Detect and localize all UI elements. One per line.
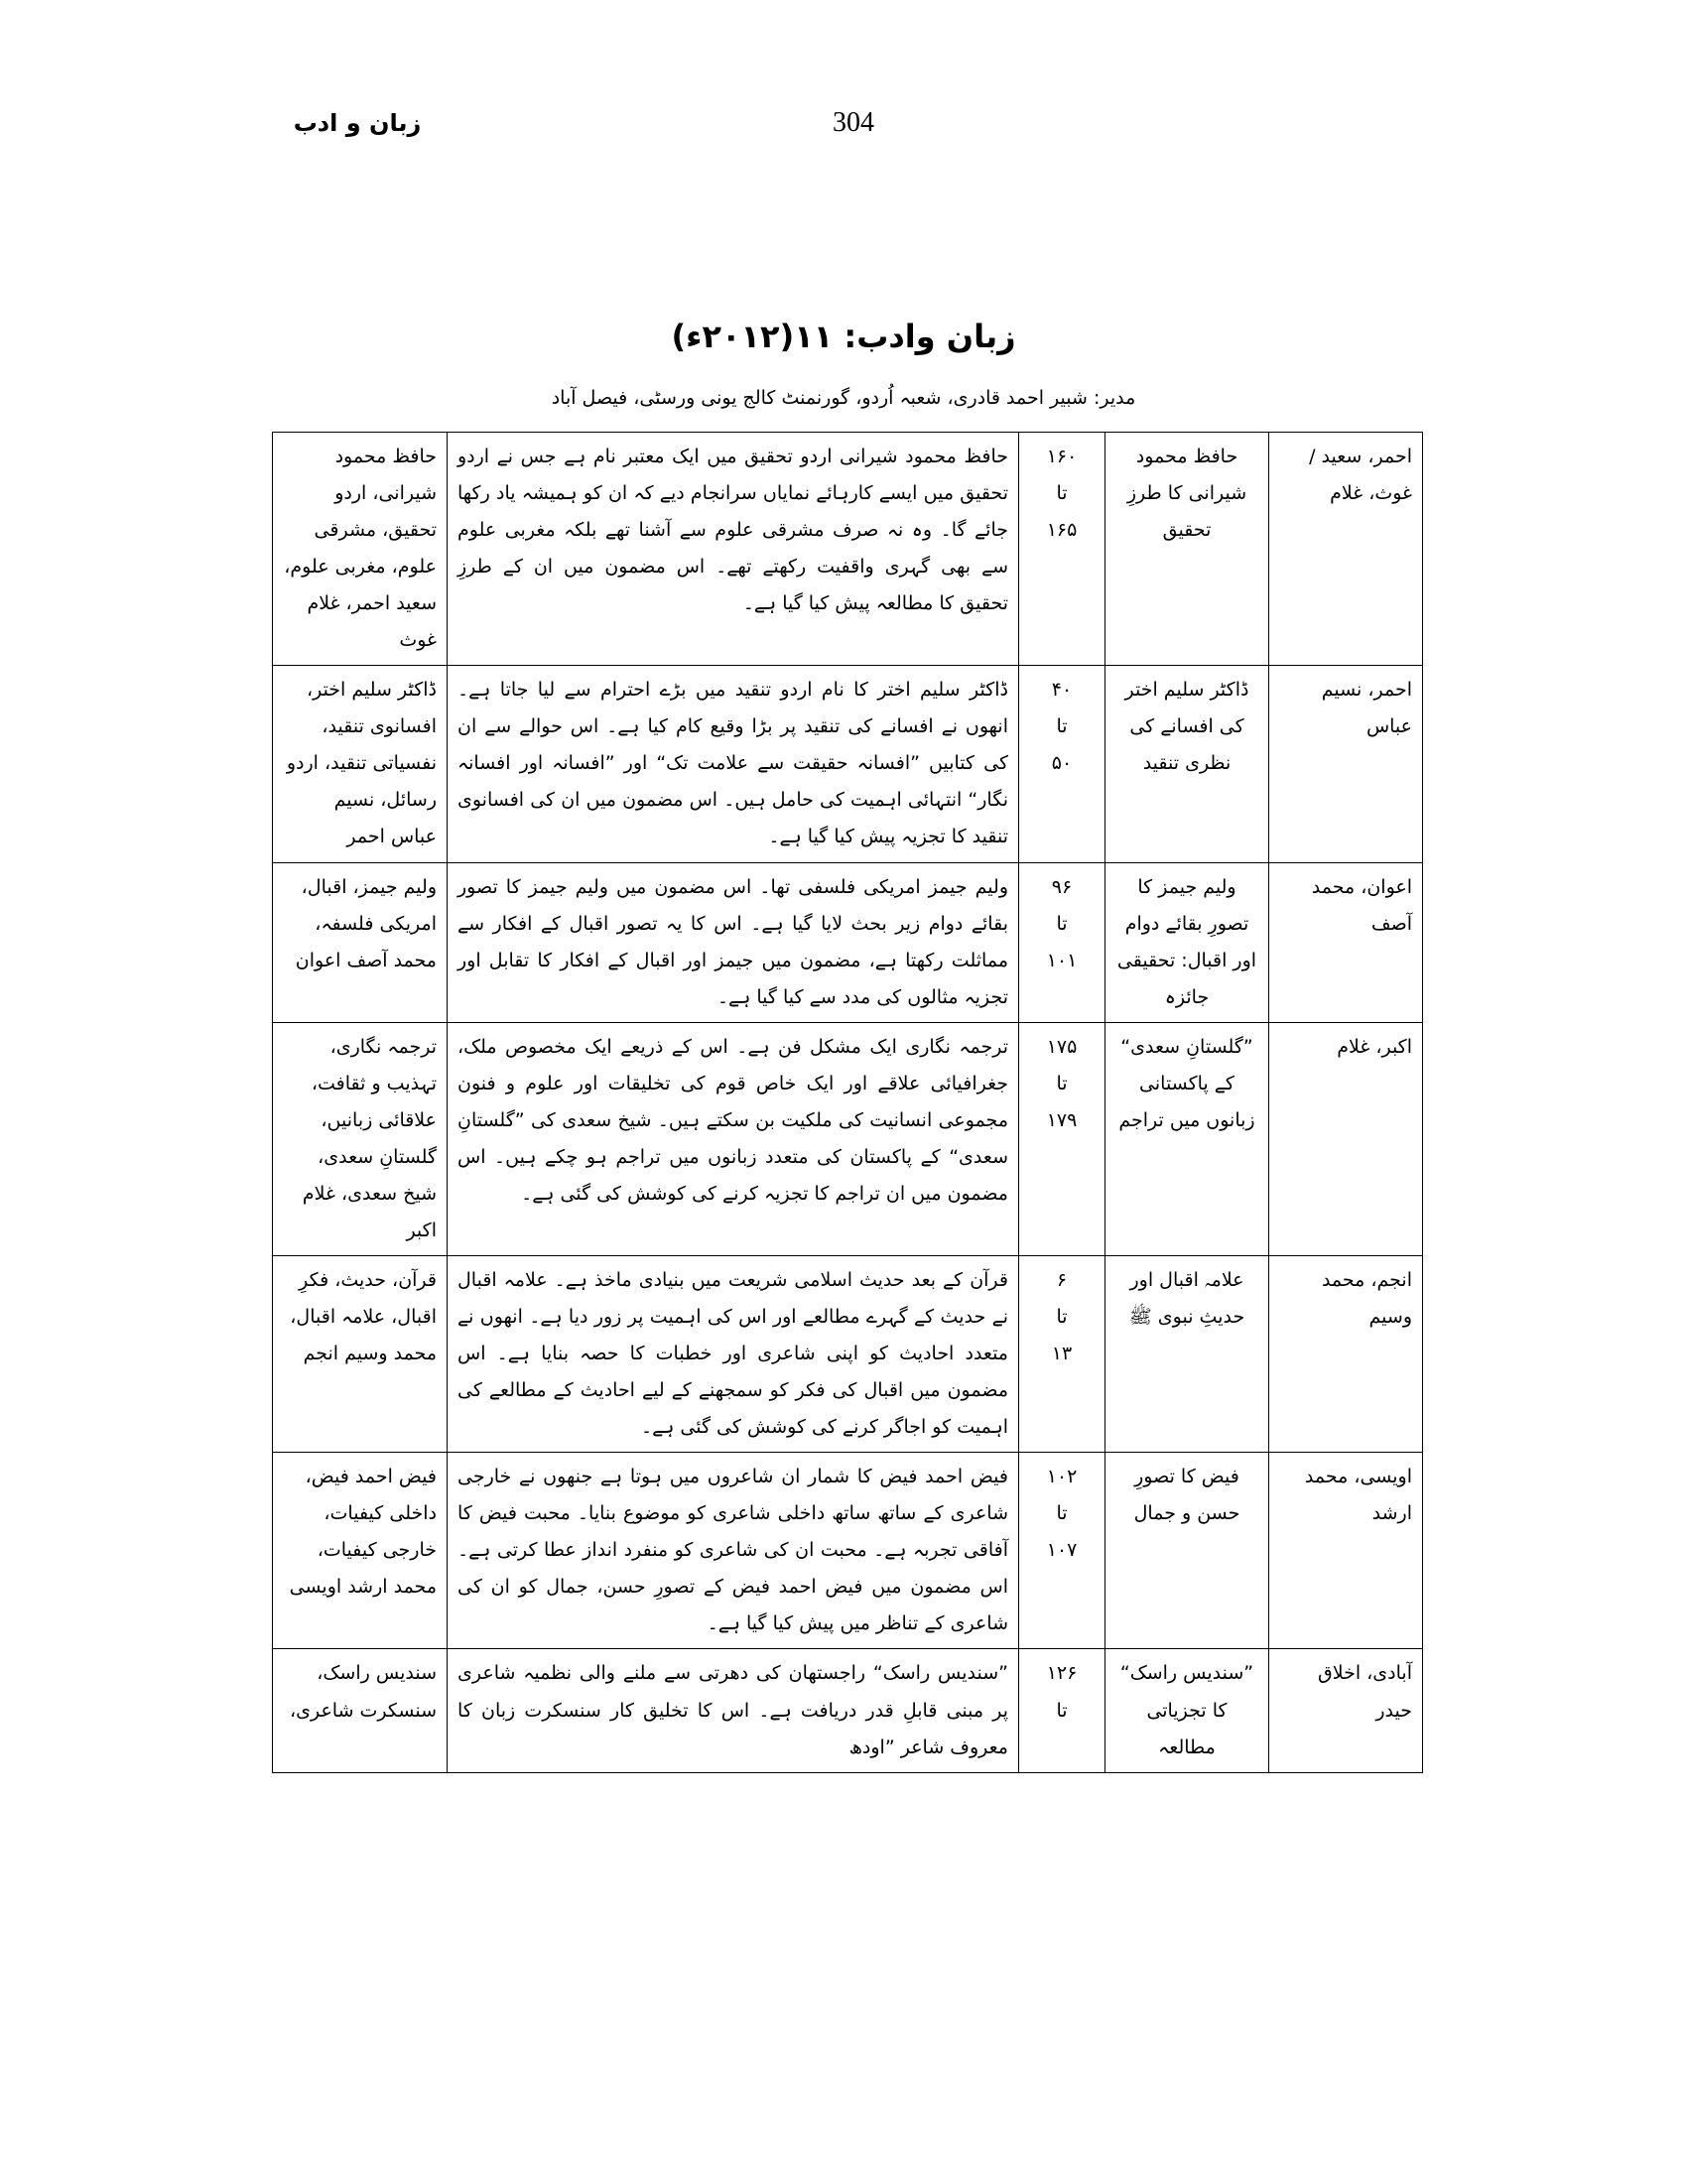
page-number: 304 [833,107,874,138]
pages-cell [1019,1022,1105,1255]
pages-cell [1019,1255,1105,1452]
pages-cell [1019,666,1105,862]
table-row [273,862,1423,1022]
page-range-part: ۵۰ [1051,752,1073,775]
table-row [273,1453,1423,1649]
article-title-cell: ”گلستانِ سعدی“ کے پاکستانی زبانوں میں تراجم [1105,1022,1269,1255]
keywords-cell: ڈاکٹر سلیم اختر، افسانوی تنقید، نفسیاتی تنقید، اردو رسائل، نسیم عباس احمر [273,666,448,862]
article-title-cell: علامہ اقبال اور حدیثِ نبوی ﷺ [1105,1255,1269,1452]
page-range-part: ۱۳ [1051,1343,1073,1365]
page-range-part: تا [1056,1699,1068,1722]
page-range-part: ۱۲۶ [1046,1662,1078,1685]
keywords-cell: ولیم جیمز، اقبال، امریکی فلسفہ، محمد آصف اعوان [273,862,448,1022]
article-title-cell: فیض کا تصورِ حسن و جمال [1105,1453,1269,1649]
table-row [273,1649,1423,1772]
article-title-cell: ولیم جیمز کا تصورِ بقائے دوام اور اقبال: تحقیقی جائزہ [1105,862,1269,1022]
running-title: زبان و ادب [293,109,422,137]
author-cell: احمر، سعید / غوث، غلام [1269,433,1423,666]
editor-line: مدیر: شبیر احمد قادری، شعبہ اُردو، گورنمنٹ کالج یونی ورسٹی، فیصل آباد [551,387,1136,409]
keywords-cell: سندیس راسک، سنسکرت شاعری، [273,1649,448,1772]
pages-cell [1019,1453,1105,1649]
abstract-cell: قرآن کے بعد حدیث اسلامی شریعت میں بنیادی ماخذ ہے۔ علامہ اقبال نے حدیث کے گہرے مطالعے اور اس کی اہمیت پر زور دیا ہے۔ انھوں نے متعدد احادیث کو اپنی شاعری اور خطبات کا حصہ بنایا ہے۔ اس مضمون میں اقبال کی فکر کو سمجھنے کے لیے احادیث کے مطالعے کی اہمیت کو اجاگر کرنے کی کوشش کی گئی ہے۔ [448,1255,1019,1452]
author-cell: انجم، محمد وسیم [1269,1255,1423,1452]
article-index-table [272,432,1423,1773]
author-cell: اعوان، محمد آصف [1269,862,1423,1022]
article-title-cell: حافظ محمود شیرانی کا طرزِ تحقیق [1105,433,1269,666]
page-range-part: ۱۰۷ [1046,1539,1078,1562]
page-range-part: ۱۶۵ [1046,519,1078,542]
table-row [273,1255,1423,1452]
page-range-part: تا [1056,1306,1068,1329]
pages-cell [1019,862,1105,1022]
page-range-part: ۱۶۰ [1046,446,1078,467]
page-range-part: ۱۰۲ [1046,1466,1078,1488]
abstract-cell: ڈاکٹر سلیم اختر کا نام اردو تنقید میں بڑے احترام سے لیا جاتا ہے۔ انھوں نے افسانے کی تنقید پر بڑا وقیع کام کیا ہے۔ اس حوالے سے ان کی کتابیں ”افسانہ حقیقت سے علامت تک“ اور ”افسانہ اور افسانہ نگار“ انتہائی اہمیت کی حامل ہیں۔ اس مضمون میں ان کی افسانوی تنقید کا تجزیہ پیش کیا گیا ہے۔ [448,666,1019,862]
keywords-cell: ترجمہ نگاری، تہذیب و ثقافت، علاقائی زبانیں، گلستانِ سعدی، شیخ سعدی، غلام اکبر [273,1022,448,1255]
page-range-part: تا [1056,482,1068,505]
keywords-cell: قرآن، حدیث، فکرِ اقبال، علامہ اقبال، محمد وسیم انجم [273,1255,448,1452]
author-cell: اکبر، غلام [1269,1022,1423,1255]
keywords-cell: حافظ محمود شیرانی، اردو تحقیق، مشرقی علوم، مغربی علوم، سعید احمر، غلام غوث [273,433,448,666]
table-row [273,1022,1423,1255]
article-title-cell: ”سندیس راسک“ کا تجزیاتی مطالعہ [1105,1649,1269,1772]
page-range-part: تا [1056,912,1068,935]
page-range-part: تا [1056,1072,1068,1094]
page-range-part: ۴۰ [1051,679,1073,702]
abstract-cell: ولیم جیمز امریکی فلسفی تھا۔ اس مضمون میں ولیم جیمز کا تصور بقائے دوام زیر بحث لایا گیا ہے۔ اس کا یہ تصور اقبال کے افکار سے مماثلت رکھتا ہے، مضمون میں جیمز اور اقبال کے افکار کا تقابل اور تجزیہ مثالوں کی مدد سے کیا گیا ہے۔ [448,862,1019,1022]
page-range-part: ۱۰۱ [1046,949,1078,971]
page-range-part: ۱۷۵ [1046,1035,1078,1058]
table-row [273,666,1423,862]
page-range-part: تا [1056,1502,1068,1525]
issue-title: زبان وادب: ۱۱(۲۰۱۲ء) [671,318,1016,355]
article-title-cell: ڈاکٹر سلیم اختر کی افسانے کی نظری تنقید [1105,666,1269,862]
page-range-part: تا [1056,715,1068,738]
keywords-cell: فیض احمد فیض، داخلی کیفیات، خارجی کیفیات، محمد ارشد اویسی [273,1453,448,1649]
page-range-part: ۶ [1056,1268,1068,1291]
author-cell: آبادی، اخلاق حیدر [1269,1649,1423,1772]
pages-cell [1019,1649,1105,1772]
abstract-cell: ”سندیس راسک“ راجستھان کی دھرتی سے ملنے والی نظمیہ شاعری پر مبنی قابلِ قدر دریافت ہے۔ اس کا تخلیق کار سنسکرت زبان کا معروف شاعر ”اودھ [448,1649,1019,1772]
author-cell: اویسی، محمد ارشد [1269,1453,1423,1649]
table-row [273,433,1423,666]
abstract-cell: حافظ محمود شیرانی اردو تحقیق میں ایک معتبر نام ہے جس نے اردو تحقیق میں ایسے کارہائے نمایاں سرانجام دیے کہ ان کو ہمیشہ یاد رکھا جائے گا۔ وہ نہ صرف مشرقی علوم سے آشنا تھے بلکہ مغربی علوم سے بھی گہری واقفیت رکھتے تھے۔ اس مضمون میں ان کے طرزِ تحقیق کا مطالعہ پیش کیا گیا ہے۔ [448,433,1019,666]
page-range-part: ۹۶ [1051,875,1073,898]
abstract-cell: ترجمہ نگاری ایک مشکل فن ہے۔ اس کے ذریعے ایک مخصوص ملک، جغرافیائی علاقے اور ایک خاص قوم کی تخلیقات اور علوم و فنون مجموعی انسانیت کی ملکیت بن سکتے ہیں۔ شیخ سعدی کی ”گلستانِ سعدی“ کے پاکستان کی متعدد زبانوں میں تراجم ہو چکے ہیں۔ اس مضمون میں ان تراجم کا تجزیہ کرنے کی کوشش کی گئی ہے۔ [448,1022,1019,1255]
author-cell: احمر، نسیم عباس [1269,666,1423,862]
page-range-part: ۱۷۹ [1046,1108,1078,1131]
pages-cell [1019,433,1105,666]
abstract-cell: فیض احمد فیض کا شمار ان شاعروں میں ہوتا ہے جنھوں نے خارجی شاعری کے ساتھ ساتھ داخلی شاعری کو موضوع بنایا۔ محبت فیض کا آفاقی تجربہ ہے۔ محبت ان کی شاعری کو منفرد انداز عطا کرتی ہے۔ اس مضمون میں فیض احمد فیض کے تصورِ حسن، جمال کو ان کی شاعری کے تناظر میں پیش کیا گیا ہے۔ [448,1453,1019,1649]
